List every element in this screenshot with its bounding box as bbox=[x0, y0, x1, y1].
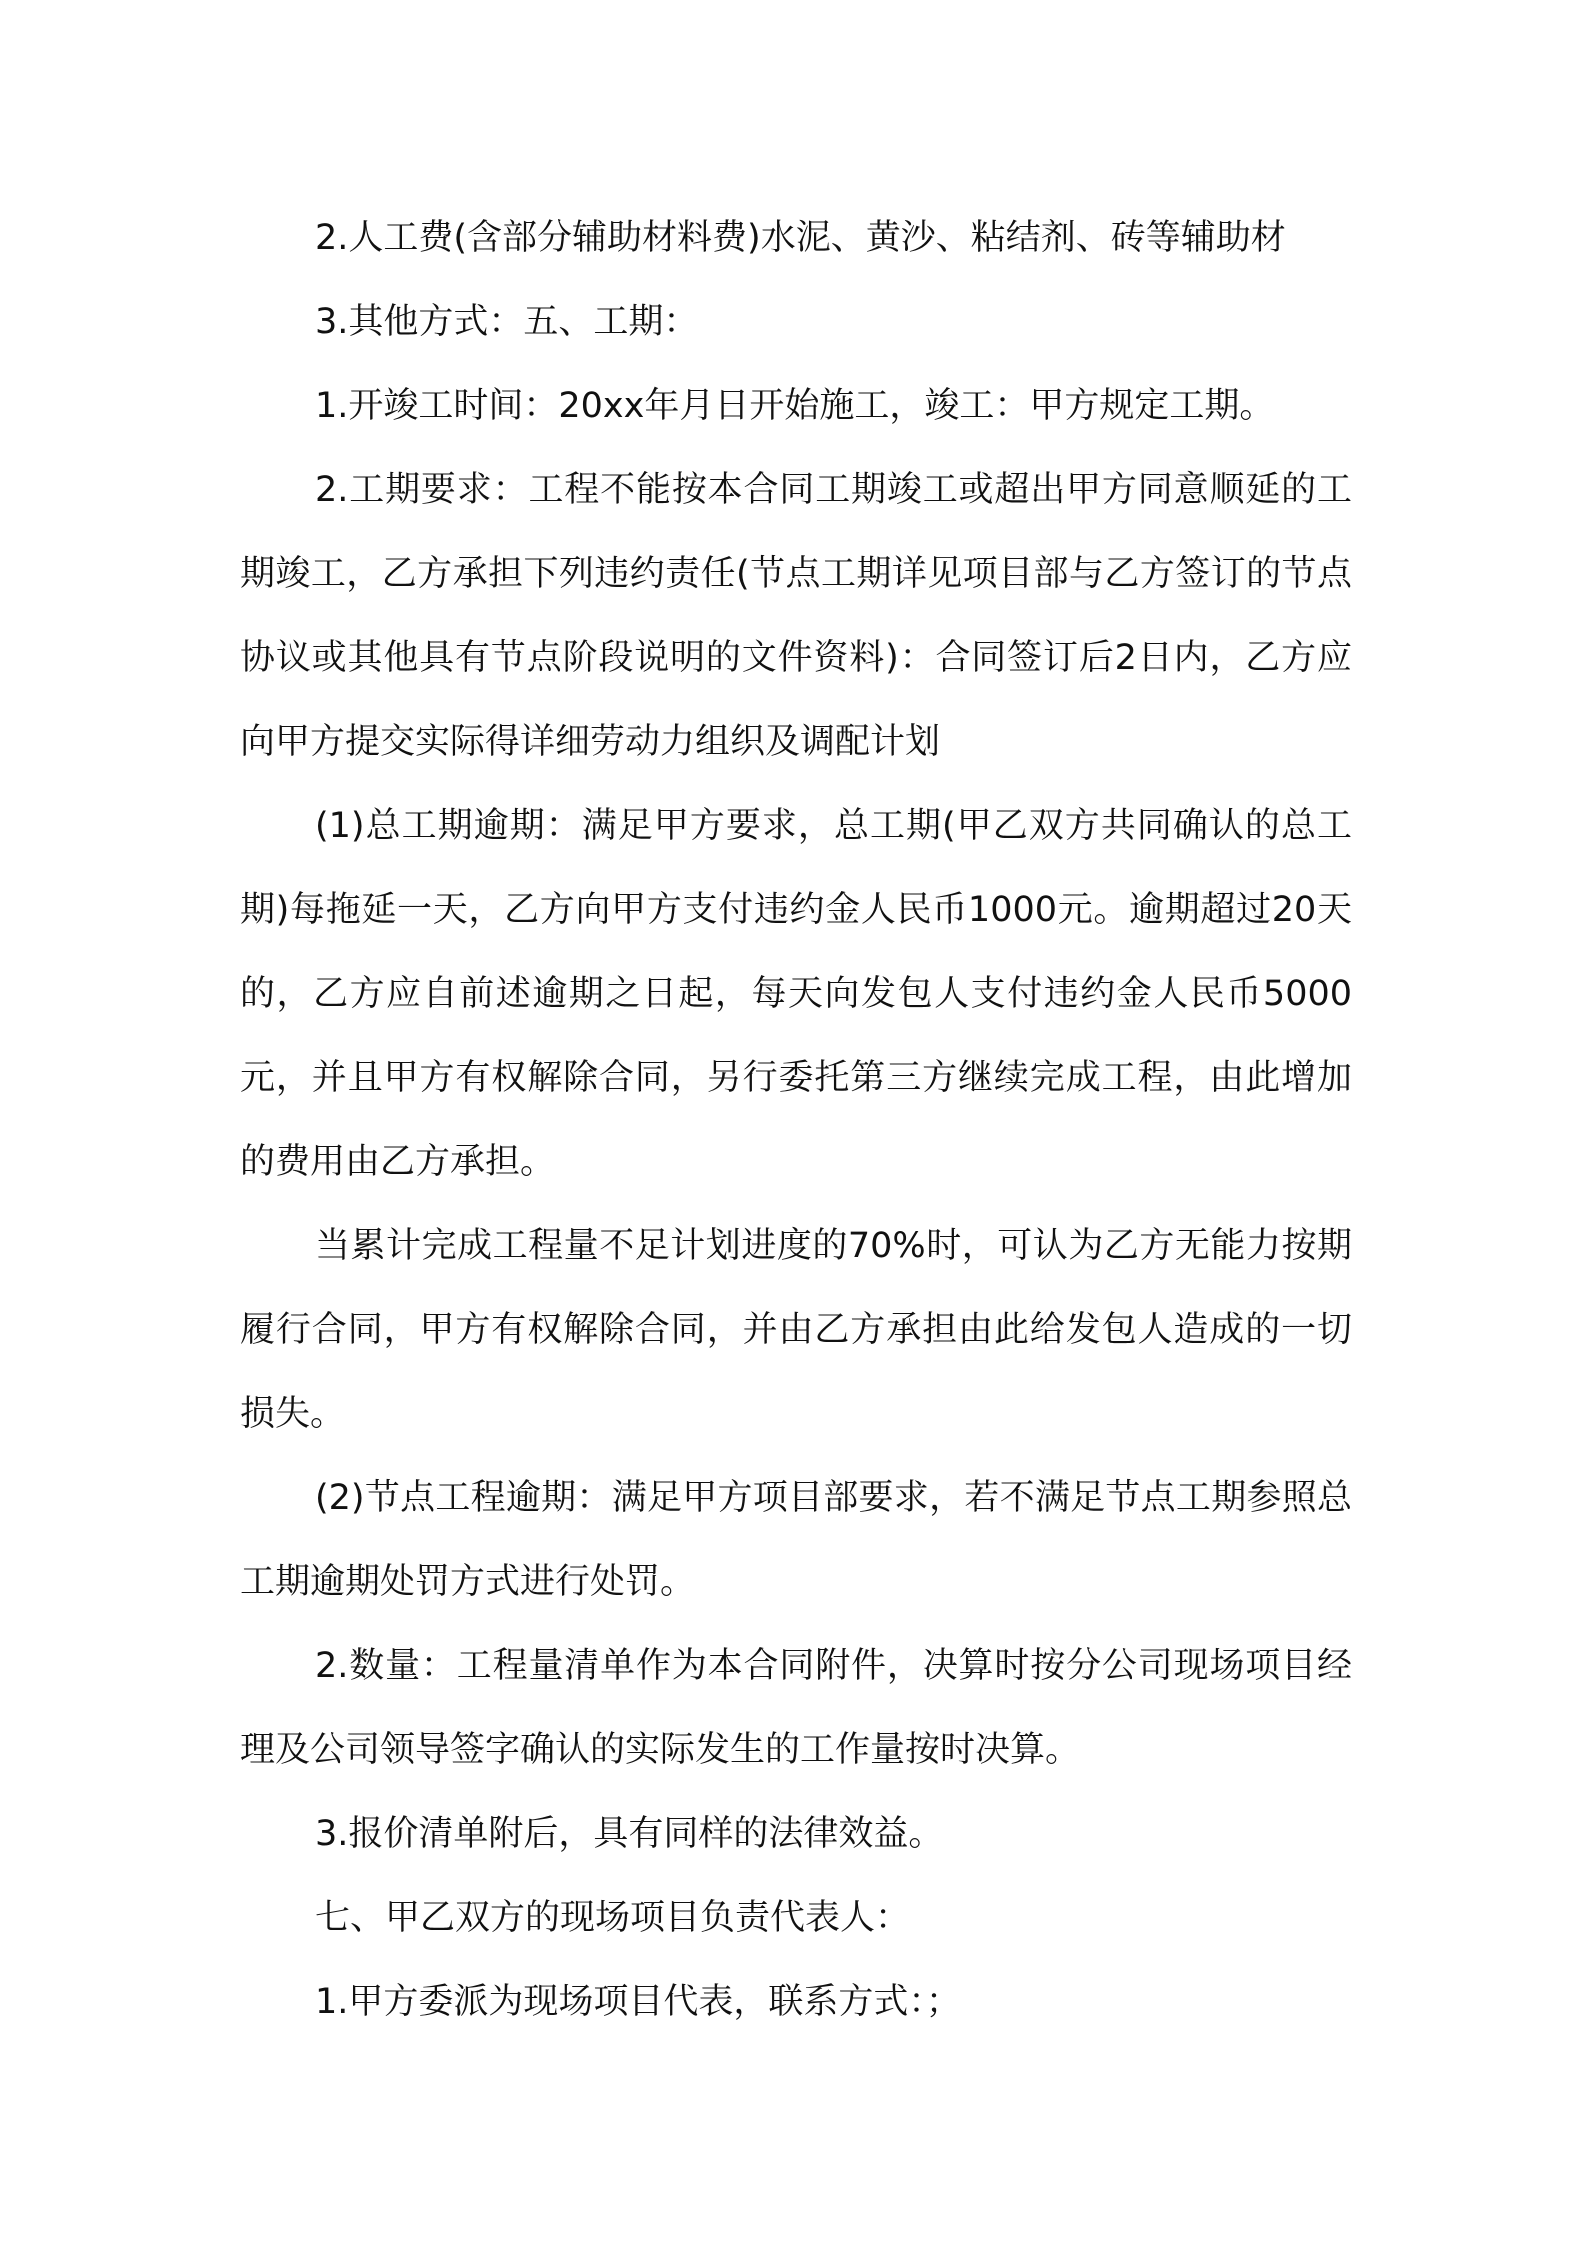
paragraph-start-completion-time: 1.开竣工时间：20xx年月日开始施工，竣工：甲方规定工期。 bbox=[315, 386, 1275, 426]
document-body bbox=[240, 196, 1352, 2044]
paragraph-total-schedule-overdue: (1)总工期逾期：满足甲方要求，总工期(甲乙双方共同确认的总工期)每拖延一天，乙方向甲方支付违约金人民币1000元。逾期超过20天的，乙方应自前述逾期之日起，每天向发包人支付违约金人民币5000元，并且甲方有权解除合同，另行委托第三方继续完成工程，由此增加的费用由乙方承担。 bbox=[240, 806, 1352, 1182]
paragraph-quantity: 2.数量：工程量清单作为本合同附件，决算时按分公司现场项目经理及公司领导签字确认的实际发生的工作量按时决算。 bbox=[240, 1646, 1352, 1770]
paragraph-cumulative-progress: 当累计完成工程量不足计划进度的70%时，可认为乙方无能力按期履行合同，甲方有权解除合同，并由乙方承担由此给发包人造成的一切损失。 bbox=[240, 1226, 1352, 1434]
paragraph-node-overdue: (2)节点工程逾期：满足甲方项目部要求，若不满足节点工期参照总工期逾期处罚方式进行处罚。 bbox=[240, 1478, 1352, 1602]
paragraph-quotation-list: 3.报价清单附后，具有同样的法律效益。 bbox=[315, 1814, 944, 1854]
paragraph-schedule-requirements: 2.工期要求：工程不能按本合同工期竣工或超出甲方同意顺延的工期竣工，乙方承担下列违约责任(节点工期详见项目部与乙方签订的节点协议或其他具有节点阶段说明的文件资料)：合同签订后2日内，乙方应向甲方提交实际得详细劳动力组织及调配计划 bbox=[240, 470, 1352, 762]
paragraph-party-a-representative: 1.甲方委派为现场项目代表，联系方式：； bbox=[315, 1982, 961, 2022]
section-heading-representatives: 七、甲乙双方的现场项目负责代表人： bbox=[315, 1898, 911, 1938]
paragraph-other-methods: 3.其他方式：五、工期： bbox=[315, 302, 699, 342]
paragraph-labor-cost: 2.人工费(含部分辅助材料费)水泥、黄沙、粘结剂、砖等辅助材 bbox=[315, 218, 1286, 258]
